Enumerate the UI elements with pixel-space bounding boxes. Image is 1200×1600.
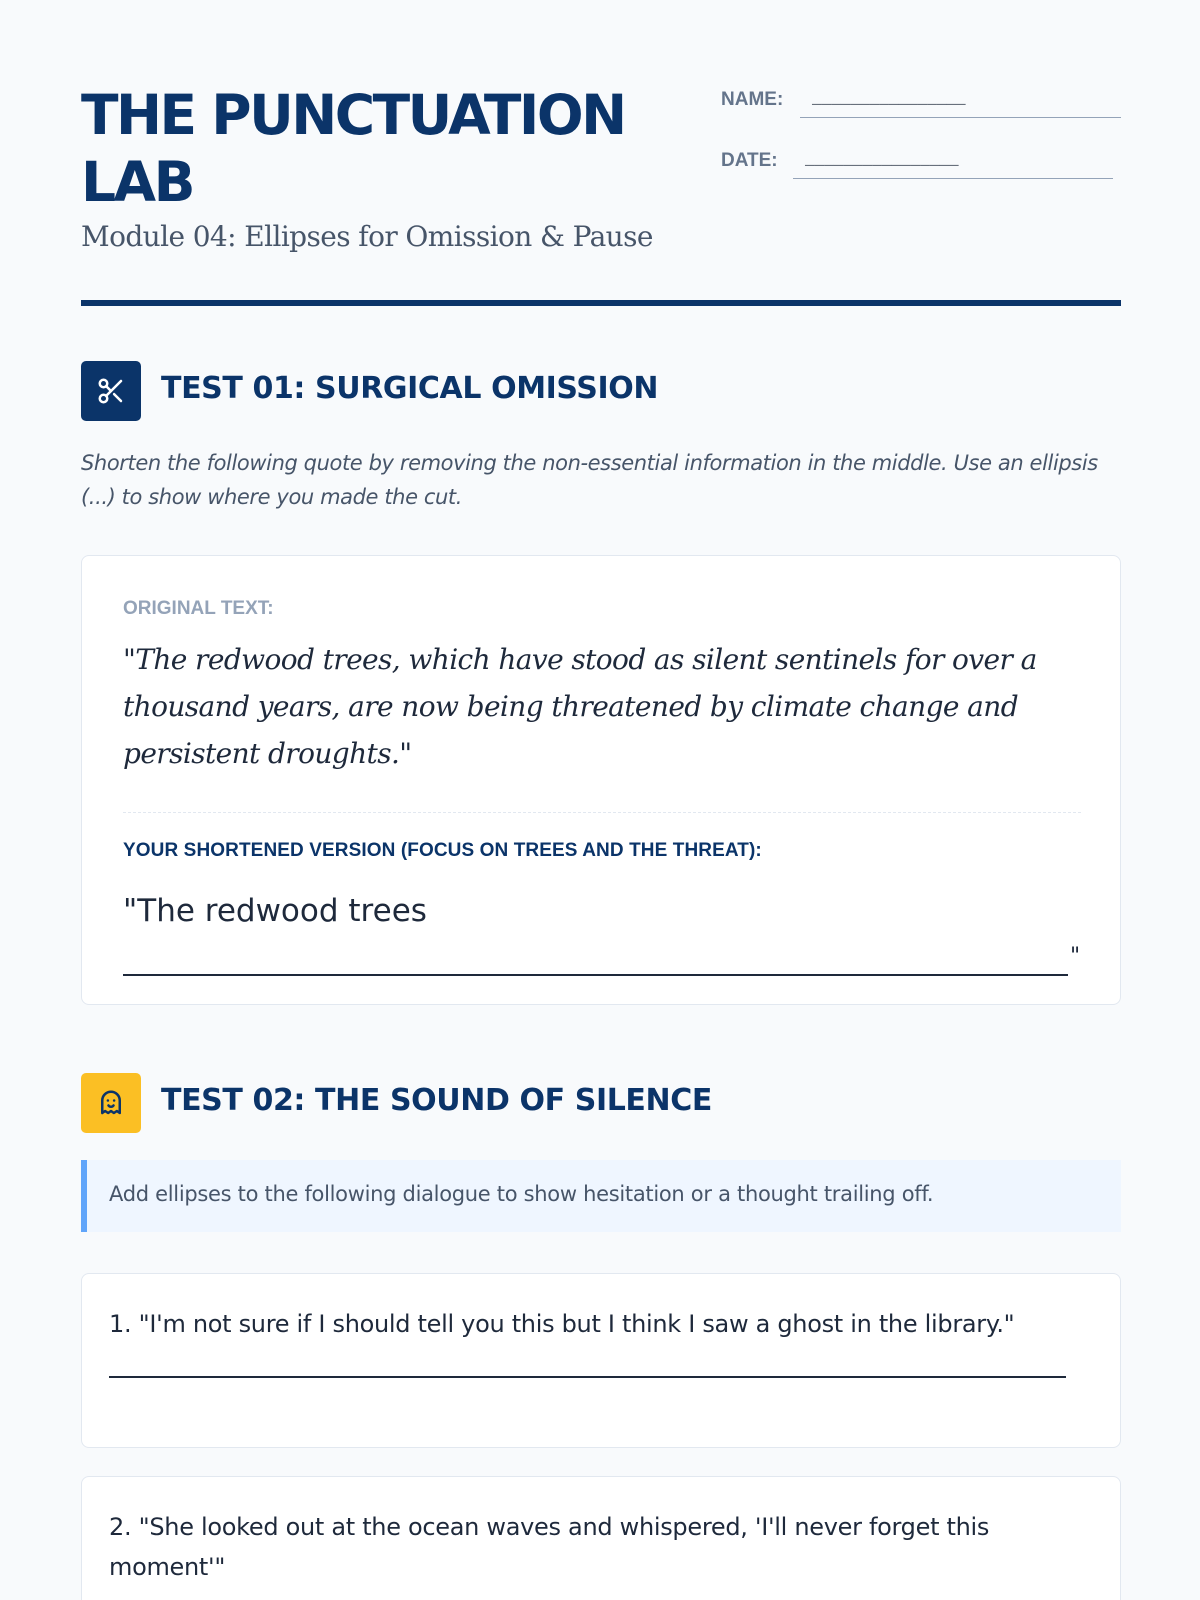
ghost-icon xyxy=(81,1073,141,1133)
question-text: 2. "She looked out at the ocean waves and whispered, 'I'll never forget this moment'" xyxy=(109,1513,990,1581)
test2-instruction-box xyxy=(81,1160,1121,1232)
question-answer-line[interactable] xyxy=(109,1358,1066,1378)
header-divider xyxy=(81,300,1121,306)
worksheet-header xyxy=(81,82,1121,272)
closing-quote: " xyxy=(1070,944,1081,969)
worksheet-title: THE PUNCTUATION LAB xyxy=(81,83,625,214)
answer-starter: "The redwood trees xyxy=(123,893,427,929)
question-card-2 xyxy=(81,1476,1121,1600)
test2-title: TEST 02: THE SOUND OF SILENCE xyxy=(161,1083,712,1118)
question-text: 1. "I'm not sure if I should tell you this but I think I saw a ghost in the library." xyxy=(109,1310,1015,1338)
name-label: NAME: xyxy=(721,89,784,110)
module-subtitle: Module 04: Ellipses for Omission & Pause xyxy=(81,220,653,253)
name-field[interactable]: ________________ xyxy=(800,84,1121,118)
original-text-label: ORIGINAL TEXT: xyxy=(123,598,274,619)
scissors-icon xyxy=(81,361,141,421)
test1-title: TEST 01: SURGICAL OMISSION xyxy=(161,371,659,406)
date-field[interactable]: ________________ xyxy=(793,145,1113,179)
test2-header xyxy=(81,1073,1121,1133)
date-label: DATE: xyxy=(721,150,778,171)
test1-card xyxy=(81,555,1121,1005)
test1-instructions: Shorten the following quote by removing the non-essential information in the middle. Use an ellipsis (...) to show where you made the cut. xyxy=(81,451,1098,509)
shortened-version-label: YOUR SHORTENED VERSION (FOCUS ON TREES AND THE THREAT): xyxy=(123,840,762,861)
test2-instructions: Add ellipses to the following dialogue to show hesitation or a thought trailing off. xyxy=(109,1182,934,1206)
card-divider xyxy=(123,812,1081,813)
question-card-1 xyxy=(81,1273,1121,1448)
original-quote: "The redwood trees, which have stood as silent sentinels for over a thousand years, are now being threatened by climate change and persistent droughts." xyxy=(123,643,1037,770)
test1-header xyxy=(81,361,1121,421)
shortened-answer-line[interactable] xyxy=(123,944,1068,976)
